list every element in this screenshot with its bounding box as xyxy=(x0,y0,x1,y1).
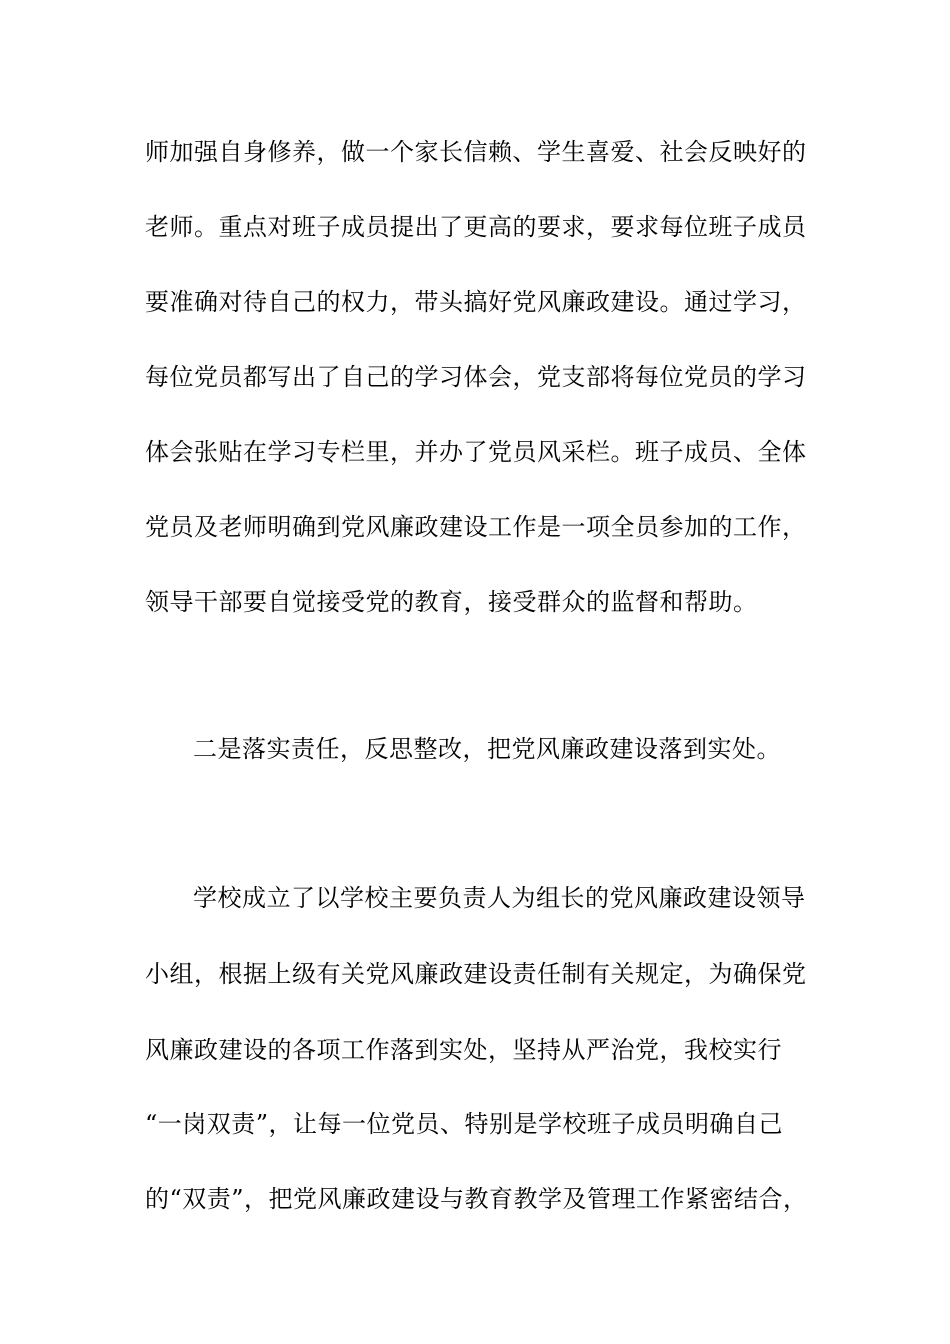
paragraph-1-line-6: 党员及老师明确到党风廉政建设工作是一项全员参加的工作， xyxy=(145,513,807,541)
section-heading: 二是落实责任，反思整改，把党风廉政建设落到实处。 xyxy=(193,735,781,763)
paragraph-1-line-1: 师加强自身修养，做一个家长信赖、学生喜爱、社会反映好的 xyxy=(145,138,807,166)
paragraph-1-line-4: 每位党员都写出了自己的学习体会，党支部将每位党员的学习 xyxy=(145,363,807,391)
paragraph-1-line-3: 要准确对待自己的权力，带头搞好党风廉政建设。通过学习， xyxy=(145,288,807,316)
paragraph-1-line-2: 老师。重点对班子成员提出了更高的要求，要求每位班子成员 xyxy=(145,213,807,241)
paragraph-1-line-7: 领导干部要自觉接受党的教育，接受群众的监督和帮助。 xyxy=(145,588,758,616)
paragraph-1-line-5: 体会张贴在学习专栏里，并办了党员风采栏。班子成员、全体 xyxy=(145,438,807,466)
paragraph-2-line-2: 小组，根据上级有关党风廉政建设责任制有关规定，为确保党 xyxy=(145,960,807,988)
paragraph-2-line-5: 的“双责”，把党风廉政建设与教育教学及管理工作紧密结合， xyxy=(145,1185,808,1213)
paragraph-2-line-4: “一岗双责”，让每一位党员、特别是学校班子成员明确自己 xyxy=(145,1110,784,1138)
paragraph-2-line-3: 风廉政建设的各项工作落到实处，坚持从严治党，我校实行 xyxy=(145,1036,782,1064)
paragraph-2-line-1: 学校成立了以学校主要负责人为组长的党风廉政建设领导 xyxy=(193,884,806,912)
